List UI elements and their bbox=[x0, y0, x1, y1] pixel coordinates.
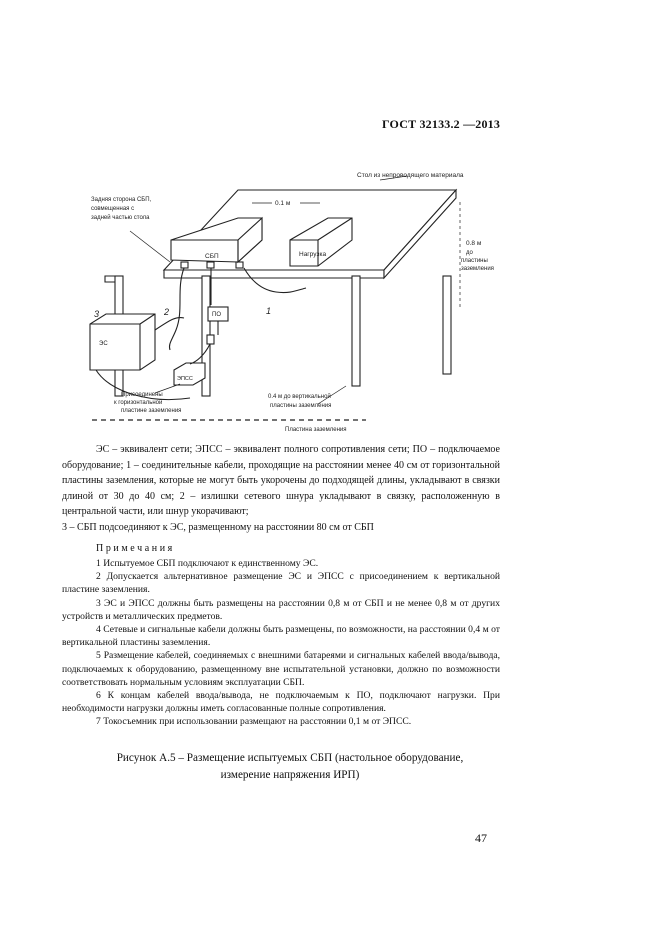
distance-right-label: 0.8 м bbox=[466, 240, 482, 247]
svg-text:до: до bbox=[466, 250, 473, 256]
svg-text:заземления: заземления bbox=[461, 266, 494, 272]
epss-label: ЭПСС bbox=[177, 376, 193, 382]
figure-legend bbox=[62, 442, 500, 535]
legend-paragraph: ЭС – эквивалент сети; ЭПСС – эквивалент полного сопротивления сети; ПО – подключаемое оборудование; 1 – соединительные кабели, проходящие на расстоянии менее 40 см от горизонтальной пластины заземления, которые не могут быть укорочены до подходящей длины, укладывают в связки длиной от 30 до 40 см; 2 – излишки сетевого шнура укладывают в связку, расположенную в центральной части, или шнур укорачивают; bbox=[62, 444, 500, 517]
marker-3: 3 bbox=[94, 309, 100, 319]
es-label: ЭС bbox=[99, 341, 108, 347]
note-item: 4 Сетевые и сигнальные кабели должны быть размещены, по возможности, на расстоянии 0,4 м от вертикальной пластины заземления. bbox=[62, 624, 500, 649]
distance-top-label: 0.1 м bbox=[275, 200, 291, 207]
svg-text:совмещенная с: совмещенная с bbox=[91, 206, 135, 212]
legend-paragraph: 3 – СБП подсоединяют к ЭС, размещенному на расстоянии 80 см от СБП bbox=[62, 521, 374, 533]
caption-line: Рисунок А.5 – Размещение испытуемых СБП (настольное оборудование, bbox=[116, 752, 464, 764]
notes-title: Примечания bbox=[96, 543, 175, 554]
standard-header: ГОСТ 32133.2 —2013 bbox=[382, 117, 501, 131]
notes-list bbox=[62, 557, 500, 729]
table-leg bbox=[443, 276, 451, 374]
caption-line: измерение напряжения ИРП) bbox=[220, 769, 360, 781]
svg-text:к горизонтальной: к горизонтальной bbox=[114, 400, 163, 406]
svg-text:задней частью стола: задней частью стола bbox=[91, 215, 150, 221]
sbp-label: СБП bbox=[205, 253, 219, 260]
back-side-label: Задняя сторона СБП, bbox=[91, 197, 152, 203]
vertical-plate-label: 0.4 м до вертикальной bbox=[268, 394, 331, 400]
page-number: 47 bbox=[475, 831, 487, 845]
svg-text:пластины заземления: пластины заземления bbox=[270, 403, 332, 409]
load-label: Нагрузка bbox=[299, 251, 327, 258]
note-item: 5 Размещение кабелей, соединяемых с внешними батареями и сигнальных кабелей ввода/вывода, подключаемых к оборудованию, размещенному вне испытательной установки, должно по возможности соответствовать нормальным условиям эксплуатации СБП. bbox=[62, 650, 500, 688]
svg-text:пластины: пластины bbox=[461, 258, 488, 264]
table-label: Стол из непроводящего материала bbox=[357, 172, 464, 179]
note-item: 1 Испытуемое СБП подключают к единственному ЭС. bbox=[96, 558, 319, 569]
marker-1: 1 bbox=[266, 306, 272, 316]
ground-plane-label: Пластина заземления bbox=[285, 427, 347, 433]
po-label: ПО bbox=[212, 312, 221, 318]
test-setup-figure bbox=[0, 0, 661, 440]
table-leg bbox=[352, 276, 360, 386]
note-item: 2 Допускается альтернативное размещение ЭС и ЭПСС с присоединением к вертикальной пластине заземления. bbox=[62, 571, 500, 596]
note-item: 7 Токосъемник при использовании размещают на расстоянии 0,1 м от ЭПСС. bbox=[96, 716, 412, 728]
svg-text:пластине заземления: пластине заземления bbox=[121, 408, 182, 414]
note-item: 6 К концам кабелей ввода/вывода, не подключаемым к ПО, подключают нагрузки. При необходимости нагрузки должны иметь согласованные полные сопротивления. bbox=[62, 690, 500, 715]
figure-caption bbox=[60, 750, 520, 784]
table-front-edge bbox=[164, 270, 384, 278]
note-item: 3 ЭС и ЭПСС должны быть размещены на расстоянии 0,8 м от СБП и не менее 0,8 м от других устройств и металлических предметов. bbox=[62, 597, 500, 622]
clamps-label: Присоединены bbox=[121, 392, 163, 398]
marker-2: 2 bbox=[164, 307, 170, 317]
